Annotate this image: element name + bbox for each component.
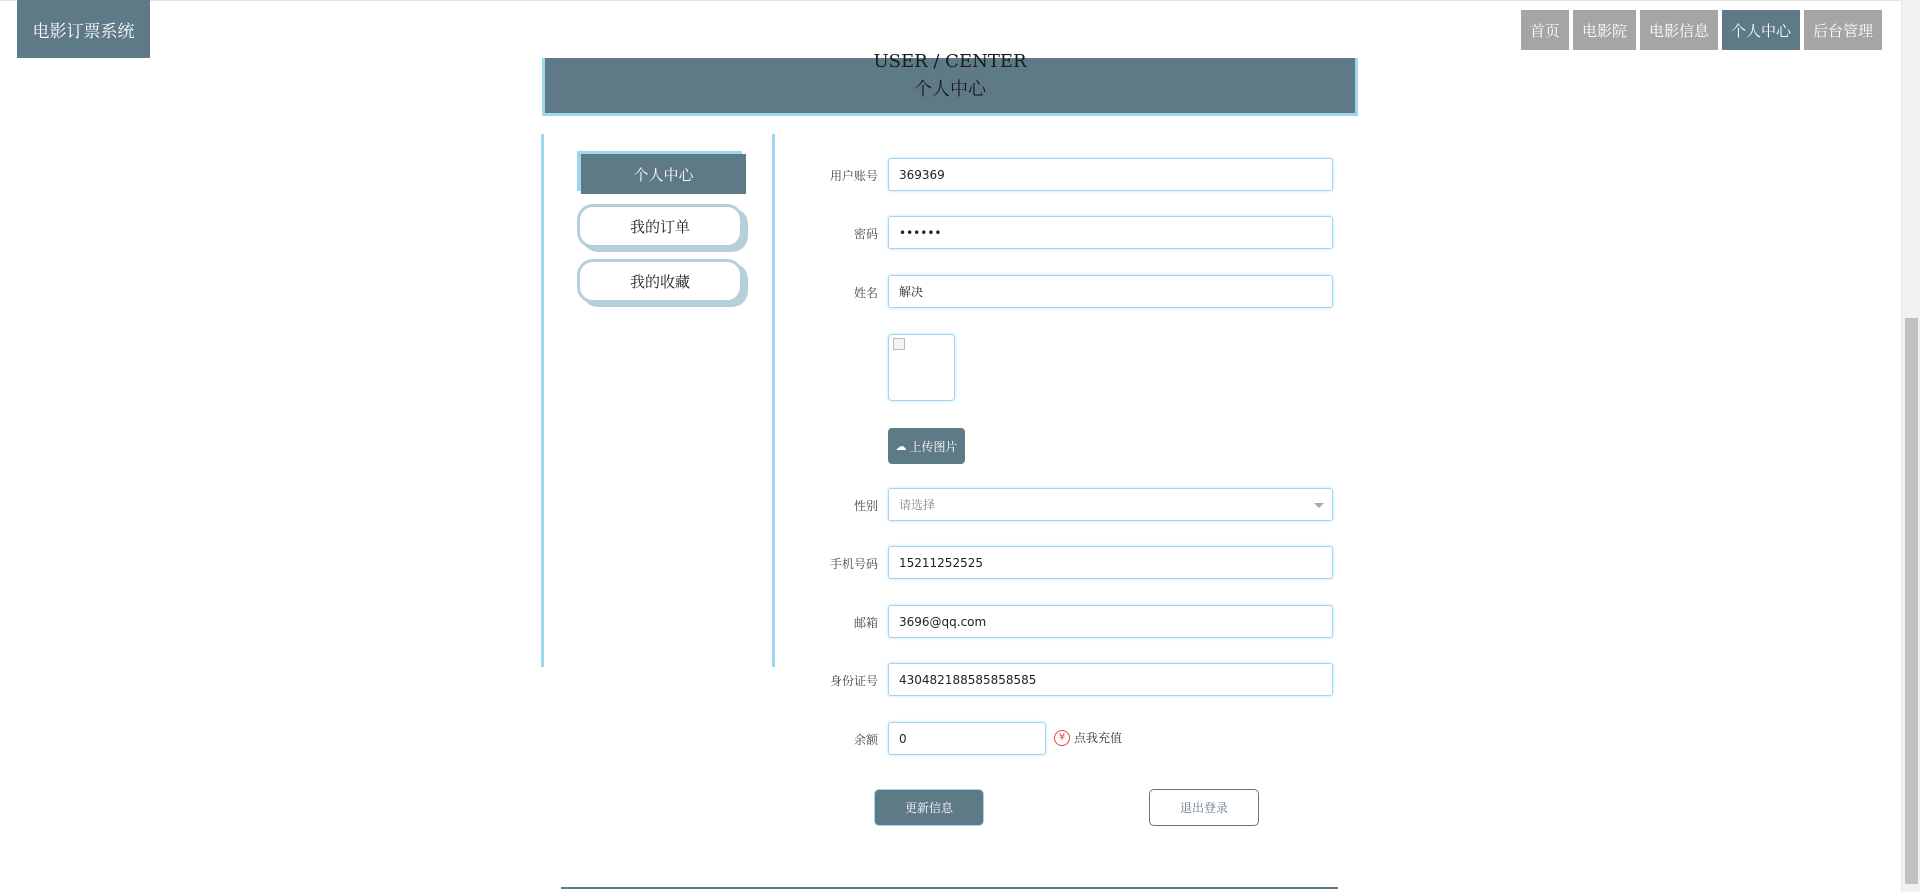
banner-title-cn: 个人中心 bbox=[914, 79, 986, 100]
logout-button[interactable]: 退出登录 bbox=[1149, 789, 1259, 826]
broken-image-icon bbox=[893, 338, 905, 350]
gender-placeholder: 请选择 bbox=[899, 498, 936, 512]
name-value: 解决 bbox=[899, 285, 924, 299]
sidebar-item-user-center[interactable]: 个人中心 bbox=[581, 154, 746, 194]
scrollbar-thumb[interactable] bbox=[1905, 318, 1918, 884]
recharge-link[interactable] bbox=[1054, 729, 1122, 746]
vertical-scrollbar[interactable] bbox=[1901, 0, 1920, 892]
balance-label: 余额 bbox=[853, 733, 878, 747]
username-label: 用户账号 bbox=[829, 169, 878, 183]
password-value: •••••• bbox=[899, 225, 942, 240]
sidebar-item-my-orders[interactable]: 我的订单 bbox=[577, 204, 743, 248]
sidebar-item-my-favorites[interactable]: 我的收藏 bbox=[577, 259, 743, 303]
name-input[interactable] bbox=[888, 275, 1333, 308]
main-nav bbox=[1521, 10, 1882, 50]
username-value: 369369 bbox=[899, 167, 945, 182]
banner-title-en: USER / CENTER bbox=[873, 51, 1027, 72]
email-input[interactable] bbox=[888, 605, 1333, 638]
password-label: 密码 bbox=[853, 227, 878, 241]
nav-admin[interactable]: 后台管理 bbox=[1804, 10, 1882, 50]
idcard-input[interactable] bbox=[888, 663, 1333, 696]
idcard-value: 430482188585858585 bbox=[899, 672, 1037, 687]
phone-value: 15211252525 bbox=[899, 555, 983, 570]
nav-user-center[interactable]: 个人中心 bbox=[1722, 10, 1800, 50]
update-info-button[interactable]: 更新信息 bbox=[874, 789, 984, 826]
nav-movie-info[interactable]: 电影信息 bbox=[1640, 10, 1718, 50]
chevron-down-icon bbox=[1314, 503, 1324, 508]
cloud-upload-icon: ☁ bbox=[895, 439, 907, 453]
username-input[interactable] bbox=[888, 158, 1333, 191]
balance-input[interactable] bbox=[888, 722, 1046, 755]
yen-icon: ¥ bbox=[1054, 730, 1070, 746]
page-banner bbox=[542, 51, 1358, 116]
name-label: 姓名 bbox=[853, 286, 878, 300]
site-logo[interactable]: 电影订票系统 bbox=[17, 0, 150, 58]
phone-label: 手机号码 bbox=[829, 557, 878, 571]
nav-home[interactable]: 首页 bbox=[1521, 10, 1569, 50]
nav-cinema[interactable]: 电影院 bbox=[1573, 10, 1636, 50]
upload-image-label: 上传图片 bbox=[909, 439, 958, 454]
password-input[interactable] bbox=[888, 216, 1333, 249]
email-label: 邮箱 bbox=[853, 616, 878, 630]
email-value: 3696@qq.com bbox=[899, 614, 987, 629]
upload-image-button[interactable] bbox=[888, 428, 965, 464]
sidebar bbox=[541, 134, 775, 667]
avatar-preview bbox=[888, 334, 955, 401]
top-divider bbox=[0, 0, 1920, 1]
balance-value: 0 bbox=[899, 731, 907, 746]
idcard-label: 身份证号 bbox=[829, 674, 878, 688]
phone-input[interactable] bbox=[888, 546, 1333, 579]
footer-divider bbox=[561, 887, 1338, 889]
gender-select[interactable] bbox=[888, 488, 1333, 521]
gender-label: 性别 bbox=[853, 499, 878, 513]
recharge-label: 点我充值 bbox=[1074, 731, 1123, 745]
